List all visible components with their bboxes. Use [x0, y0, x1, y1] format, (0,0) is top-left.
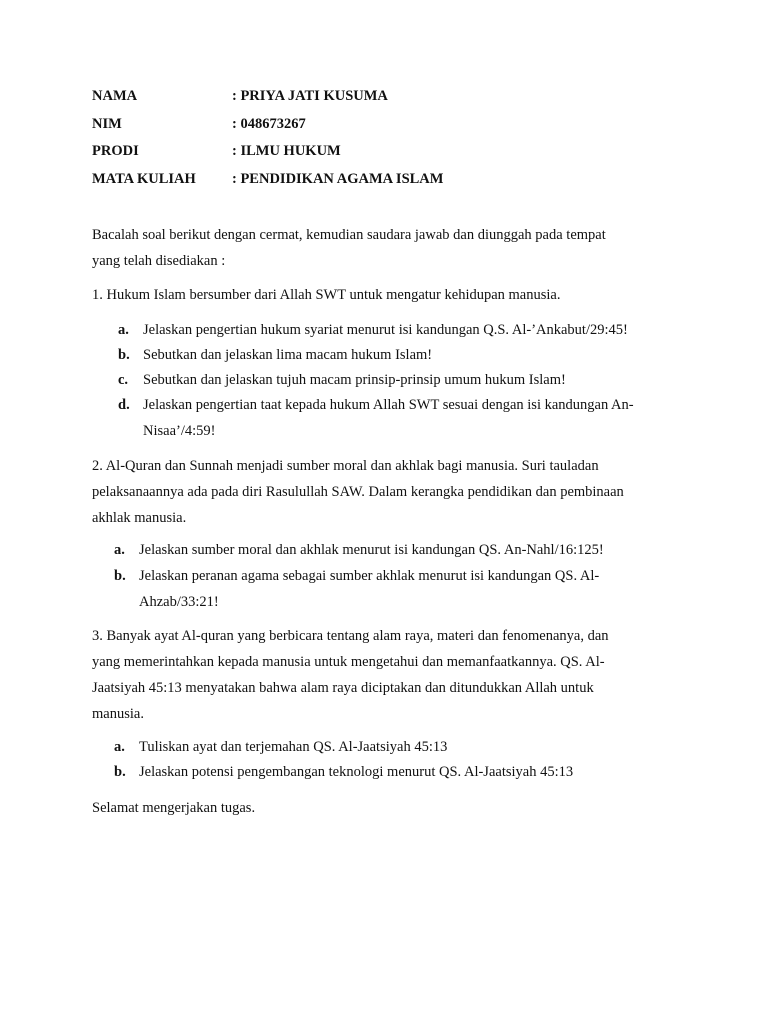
intro-line-1: Bacalah soal berikut dengan cermat, kemudian saudara jawab dan diunggah pada tempat	[92, 227, 606, 243]
question-3-line-2: yang memerintahkan kepada manusia untuk mengetahui dan memanfaatkannya. QS. Al-	[92, 654, 605, 670]
mata-kuliah-label: MATA KULIAH	[92, 171, 196, 187]
list-item-text: Jelaskan pengertian taat kepada hukum Allah SWT sesuai dengan isi kandungan An-	[143, 397, 634, 413]
nim-label: NIM	[92, 116, 122, 132]
question-2-line-3: akhlak manusia.	[92, 510, 187, 526]
question-2b-continuation: Ahzab/33:21!	[139, 594, 219, 610]
question-3-line-1: 3. Banyak ayat Al-quran yang berbicara tentang alam raya, materi dan fenomenanya, dan	[92, 628, 609, 644]
question-3-line-4: manusia.	[92, 706, 144, 722]
nim-value: : 048673267	[232, 116, 306, 132]
question-1d-continuation: Nisaa’/4:59!	[143, 423, 216, 439]
list-marker: a.	[114, 542, 125, 558]
list-item-text: Jelaskan pengertian hukum syariat menurut isi kandungan Q.S. Al-’Ankabut/29:45!	[143, 322, 628, 338]
list-item-text: Sebutkan dan jelaskan lima macam hukum Islam!	[143, 347, 433, 363]
list-item-text: Jelaskan peranan agama sebagai sumber akhlak menurut isi kandungan QS. Al-	[139, 568, 600, 584]
question-2-line-1: 2. Al-Quran dan Sunnah menjadi sumber moral dan akhlak bagi manusia. Suri tauladan	[92, 458, 599, 474]
nama-value: : PRIYA JATI KUSUMA	[232, 88, 388, 104]
question-2-line-2: pelaksanaannya ada pada diri Rasulullah SAW. Dalam kerangka pendidikan dan pembinaan	[92, 484, 624, 500]
list-item-text: Sebutkan dan jelaskan tujuh macam prinsip-prinsip umum hukum Islam!	[143, 372, 566, 388]
nama-label: NAMA	[92, 88, 138, 104]
question-2-text	[92, 453, 652, 531]
list-marker: b.	[118, 347, 130, 363]
list-marker: d.	[118, 397, 130, 413]
prodi-value: : ILMU HUKUM	[232, 143, 341, 159]
list-marker: a.	[114, 739, 125, 755]
list-item-text: Jelaskan sumber moral dan akhlak menurut isi kandungan QS. An-Nahl/16:125!	[139, 542, 604, 558]
question-1-text	[92, 282, 652, 308]
list-item-text: Jelaskan potensi pengembangan teknologi menurut QS. Al-Jaatsiyah 45:13	[139, 764, 574, 780]
question-3-line-3: Jaatsiyah 45:13 menyatakan bahwa alam raya diciptakan dan ditundukkan Allah untuk	[92, 680, 594, 696]
mata-kuliah-value: : PENDIDIKAN AGAMA ISLAM	[232, 171, 444, 187]
intro-paragraph	[92, 222, 652, 274]
closing-text: Selamat mengerjakan tugas.	[92, 800, 256, 816]
intro-line-2: yang telah disediakan :	[92, 253, 226, 269]
list-marker: b.	[114, 764, 126, 780]
list-marker: c.	[118, 372, 129, 388]
list-marker: b.	[114, 568, 126, 584]
question-3-text	[92, 623, 652, 727]
list-marker: a.	[118, 322, 129, 338]
prodi-label: PRODI	[92, 143, 139, 159]
list-item-text: Tuliskan ayat dan terjemahan QS. Al-Jaatsiyah 45:13	[139, 739, 448, 755]
question-1-line: 1. Hukum Islam bersumber dari Allah SWT untuk mengatur kehidupan manusia.	[92, 287, 561, 303]
